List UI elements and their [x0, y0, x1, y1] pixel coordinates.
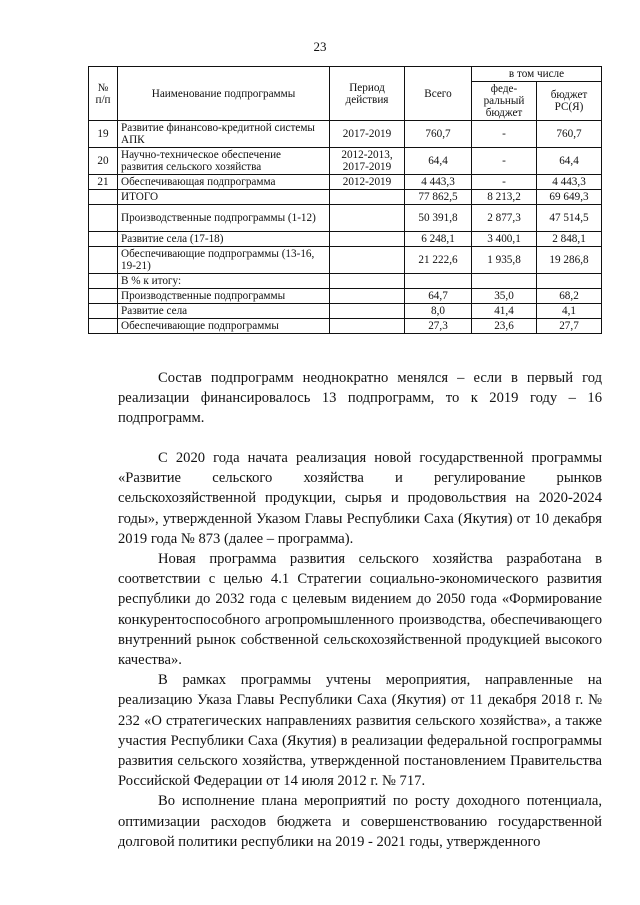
paragraph-block-2: [118, 448, 602, 852]
percent-total: 8,0: [405, 304, 472, 319]
header-regional: бюджет РС(Я): [537, 82, 602, 121]
percent-name: Развитие села: [118, 304, 330, 319]
percent-row: [89, 319, 602, 334]
group-name: Обеспечивающие подпрограммы (13-16, 19-21): [118, 247, 330, 274]
row-period: 2012-2013, 2017-2019: [330, 148, 405, 175]
group-federal: 3 400,1: [472, 232, 537, 247]
row-federal: -: [472, 175, 537, 190]
row-regional: 760,7: [537, 121, 602, 148]
row-total: 760,7: [405, 121, 472, 148]
row-regional: 4 443,3: [537, 175, 602, 190]
subprogram-financing-table: [88, 66, 602, 334]
percent-row: [89, 289, 602, 304]
row-federal: -: [472, 148, 537, 175]
row-regional: 64,4: [537, 148, 602, 175]
group-regional: 19 286,8: [537, 247, 602, 274]
row-name: Обеспечивающая подпрограмма: [118, 175, 330, 190]
header-including: в том числе: [472, 67, 602, 82]
paragraph: В рамках программы учтены мероприятия, направленные на реализацию Указа Главы Республики Саха (Якутия) от 11 декабря 2018 г. № 232 «О стратегических направлениях развития сельского хозяйства», а также участия Республики Саха (Якутия) в реализации федеральной госпрограммы развития сельского хозяйства, утвержденной постановлением Правительства Российской Федерации от 14 июля 2012 г. № 717.: [118, 672, 602, 790]
table-row: [89, 121, 602, 148]
group-federal: 1 935,8: [472, 247, 537, 274]
total-label: ИТОГО: [118, 190, 330, 205]
percent-federal: 35,0: [472, 289, 537, 304]
percent-title-row: [89, 274, 602, 289]
paragraph: Во исполнение плана мероприятий по росту доходного потенциала, оптимизации расходов бюджета и совершенствованию государственной долговой политики республики на 2019 - 2021 годы, утвержденного: [118, 793, 602, 850]
group-row: [89, 205, 602, 232]
row-total: 64,4: [405, 148, 472, 175]
total-regional: 69 649,3: [537, 190, 602, 205]
paragraph: Новая программа развития сельского хозяйства разработана в соответствии с целью 4.1 Стратегии социально-экономического развития республики до 2032 года с целевым видением до 2050 года «Формирование конкурентоспособного агропромышленного производства, обеспечивающего внутренний рынок собственной сельскохозяйственной продукцией высокого качества».: [118, 551, 602, 669]
percent-federal: 41,4: [472, 304, 537, 319]
percent-name: Производственные подпрограммы: [118, 289, 330, 304]
total-value: 77 862,5: [405, 190, 472, 205]
group-total: 50 391,8: [405, 205, 472, 232]
group-regional: 47 514,5: [537, 205, 602, 232]
total-row: [89, 190, 602, 205]
paragraph: Состав подпрограмм неоднократно менялся – если в первый год реализации финансировалось 13 подпрограмм, то к 2019 году – 16 подпрограмм.: [118, 370, 602, 427]
group-regional: 2 848,1: [537, 232, 602, 247]
group-total: 21 222,6: [405, 247, 472, 274]
row-name: Развитие финансово-кредитной системы АПК: [118, 121, 330, 148]
percent-federal: 23,6: [472, 319, 537, 334]
page-number: 23: [313, 39, 327, 54]
row-num: 20: [89, 148, 118, 175]
header-name: Наименование подпрограммы: [118, 67, 330, 121]
table-row: [89, 148, 602, 175]
percent-regional: 27,7: [537, 319, 602, 334]
group-total: 6 248,1: [405, 232, 472, 247]
row-period: 2012-2019: [330, 175, 405, 190]
paragraph-block-1: [118, 368, 602, 429]
row-num: 19: [89, 121, 118, 148]
percent-regional: 68,2: [537, 289, 602, 304]
paragraph: С 2020 года начата реализация новой государственной программы «Развитие сельского хозяйства и регулирование рынков сельскохозяйственной продукции, сырья и продовольствия на 2020-2024 годы», утвержденной Указом Главы Республики Саха (Якутия) от 10 декабря 2019 года № 873 (далее – программа).: [118, 450, 602, 547]
percent-row: [89, 304, 602, 319]
header-total: Всего: [405, 67, 472, 121]
percent-total: 64,7: [405, 289, 472, 304]
group-name: Производственные подпрограммы (1-12): [118, 205, 330, 232]
row-name: Научно-техническое обеспечение развития сельского хозяйства: [118, 148, 330, 175]
group-name: Развитие села (17-18): [118, 232, 330, 247]
group-federal: 2 877,3: [472, 205, 537, 232]
percent-regional: 4,1: [537, 304, 602, 319]
header-period: Период действия: [330, 67, 405, 121]
percent-total: 27,3: [405, 319, 472, 334]
percent-name: Обеспечивающие подпрограммы: [118, 319, 330, 334]
row-num: 21: [89, 175, 118, 190]
row-total: 4 443,3: [405, 175, 472, 190]
header-num: № п/п: [89, 67, 118, 121]
row-federal: -: [472, 121, 537, 148]
group-row: [89, 232, 602, 247]
header-federal: феде-ральный бюджет: [472, 82, 537, 121]
group-row: [89, 247, 602, 274]
percent-title: В % к итогу:: [118, 274, 330, 289]
total-federal: 8 213,2: [472, 190, 537, 205]
row-period: 2017-2019: [330, 121, 405, 148]
table-row: [89, 175, 602, 190]
